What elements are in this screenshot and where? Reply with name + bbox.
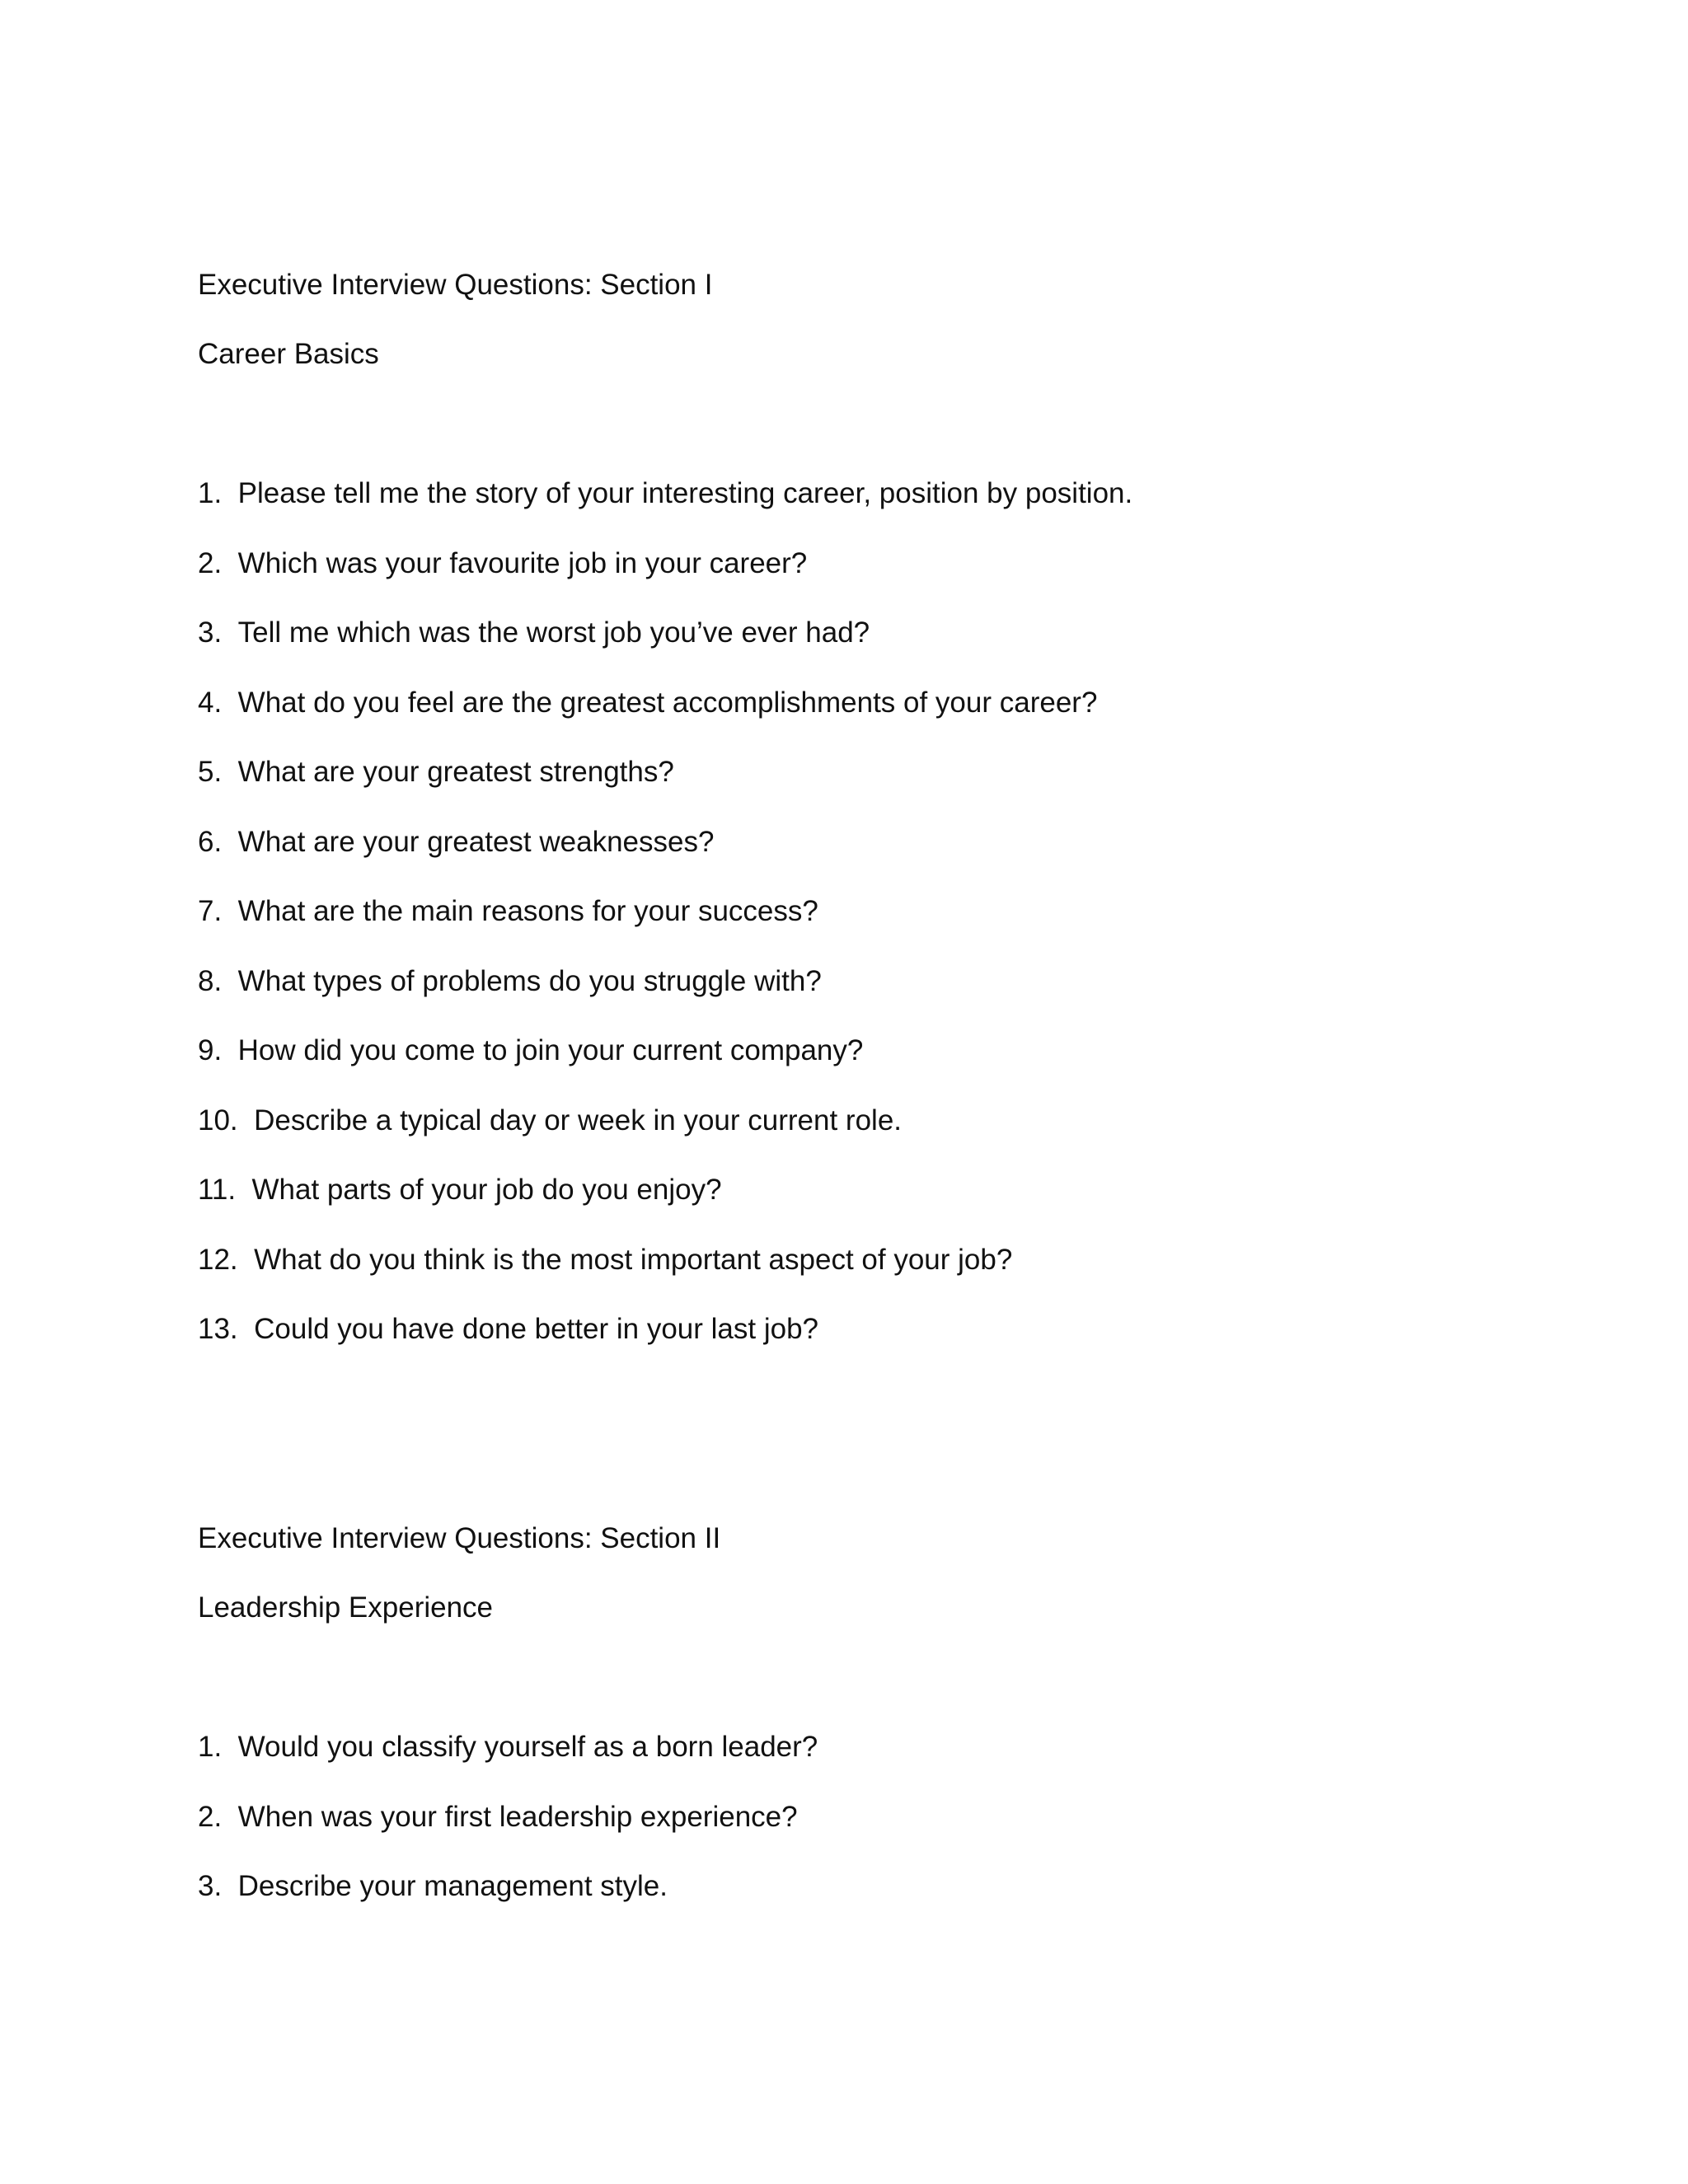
- question-text: Would you classify yourself as a born leader?: [237, 1731, 818, 1763]
- question-text: Could you have done better in your last job?: [254, 1313, 819, 1345]
- question-number: 12.: [198, 1244, 238, 1276]
- question-item: [198, 546, 807, 582]
- question-item: [198, 1033, 863, 1069]
- question-number: 13.: [198, 1313, 238, 1345]
- question-item: [198, 1172, 722, 1208]
- question-text: What do you think is the most important aspect of your job?: [254, 1244, 1013, 1276]
- question-number: 7.: [198, 895, 223, 927]
- question-number: 1.: [198, 1731, 223, 1763]
- section-1-title: Executive Interview Questions: Section I: [198, 269, 713, 301]
- question-text: What are your greatest weaknesses?: [237, 826, 715, 858]
- question-item: [198, 1729, 818, 1765]
- question-number: 2.: [198, 1801, 223, 1833]
- question-item: [198, 1242, 1012, 1278]
- question-text: What parts of your job do you enjoy?: [251, 1174, 722, 1206]
- question-text: What types of problems do you struggle with?: [237, 965, 822, 997]
- question-text: What are the main reasons for your success?: [237, 895, 818, 927]
- section-1-subtitle: Career Basics: [198, 338, 379, 370]
- question-item: [198, 824, 714, 860]
- question-text: Which was your favourite job in your career?: [237, 547, 808, 579]
- question-item: [198, 1799, 798, 1835]
- question-text: What are your greatest strengths?: [237, 756, 674, 788]
- section-2-subtitle: Leadership Experience: [198, 1591, 494, 1624]
- question-item: [198, 1103, 902, 1139]
- question-text: What do you feel are the greatest accomplishments of your career?: [237, 687, 1098, 719]
- question-item: [198, 476, 1132, 512]
- question-text: Describe a typical day or week in your current role.: [254, 1104, 903, 1137]
- question-item: [198, 893, 818, 930]
- question-number: 11.: [198, 1174, 237, 1206]
- question-text: How did you come to join your current company?: [237, 1034, 864, 1066]
- section-2-title: Executive Interview Questions: Section II: [198, 1522, 721, 1554]
- question-text: Tell me which was the worst job you’ve ever had?: [237, 616, 870, 649]
- question-number: 5.: [198, 756, 223, 788]
- question-item: [198, 1868, 668, 1905]
- question-number: 1.: [198, 477, 223, 509]
- question-text: Describe your management style.: [237, 1870, 668, 1902]
- question-number: 2.: [198, 547, 223, 579]
- question-number: 3.: [198, 1870, 223, 1902]
- question-number: 10.: [198, 1104, 238, 1137]
- question-item: [198, 754, 674, 790]
- question-number: 9.: [198, 1034, 223, 1066]
- question-number: 3.: [198, 616, 223, 649]
- question-item: [198, 685, 1097, 721]
- question-item: [198, 963, 822, 1000]
- question-number: 8.: [198, 965, 223, 997]
- question-number: 4.: [198, 687, 223, 719]
- question-number: 6.: [198, 826, 223, 858]
- question-item: [198, 1311, 818, 1347]
- question-text: Please tell me the story of your interesting career, position by position.: [237, 477, 1133, 509]
- question-text: When was your first leadership experience?: [237, 1801, 798, 1833]
- question-item: [198, 615, 870, 651]
